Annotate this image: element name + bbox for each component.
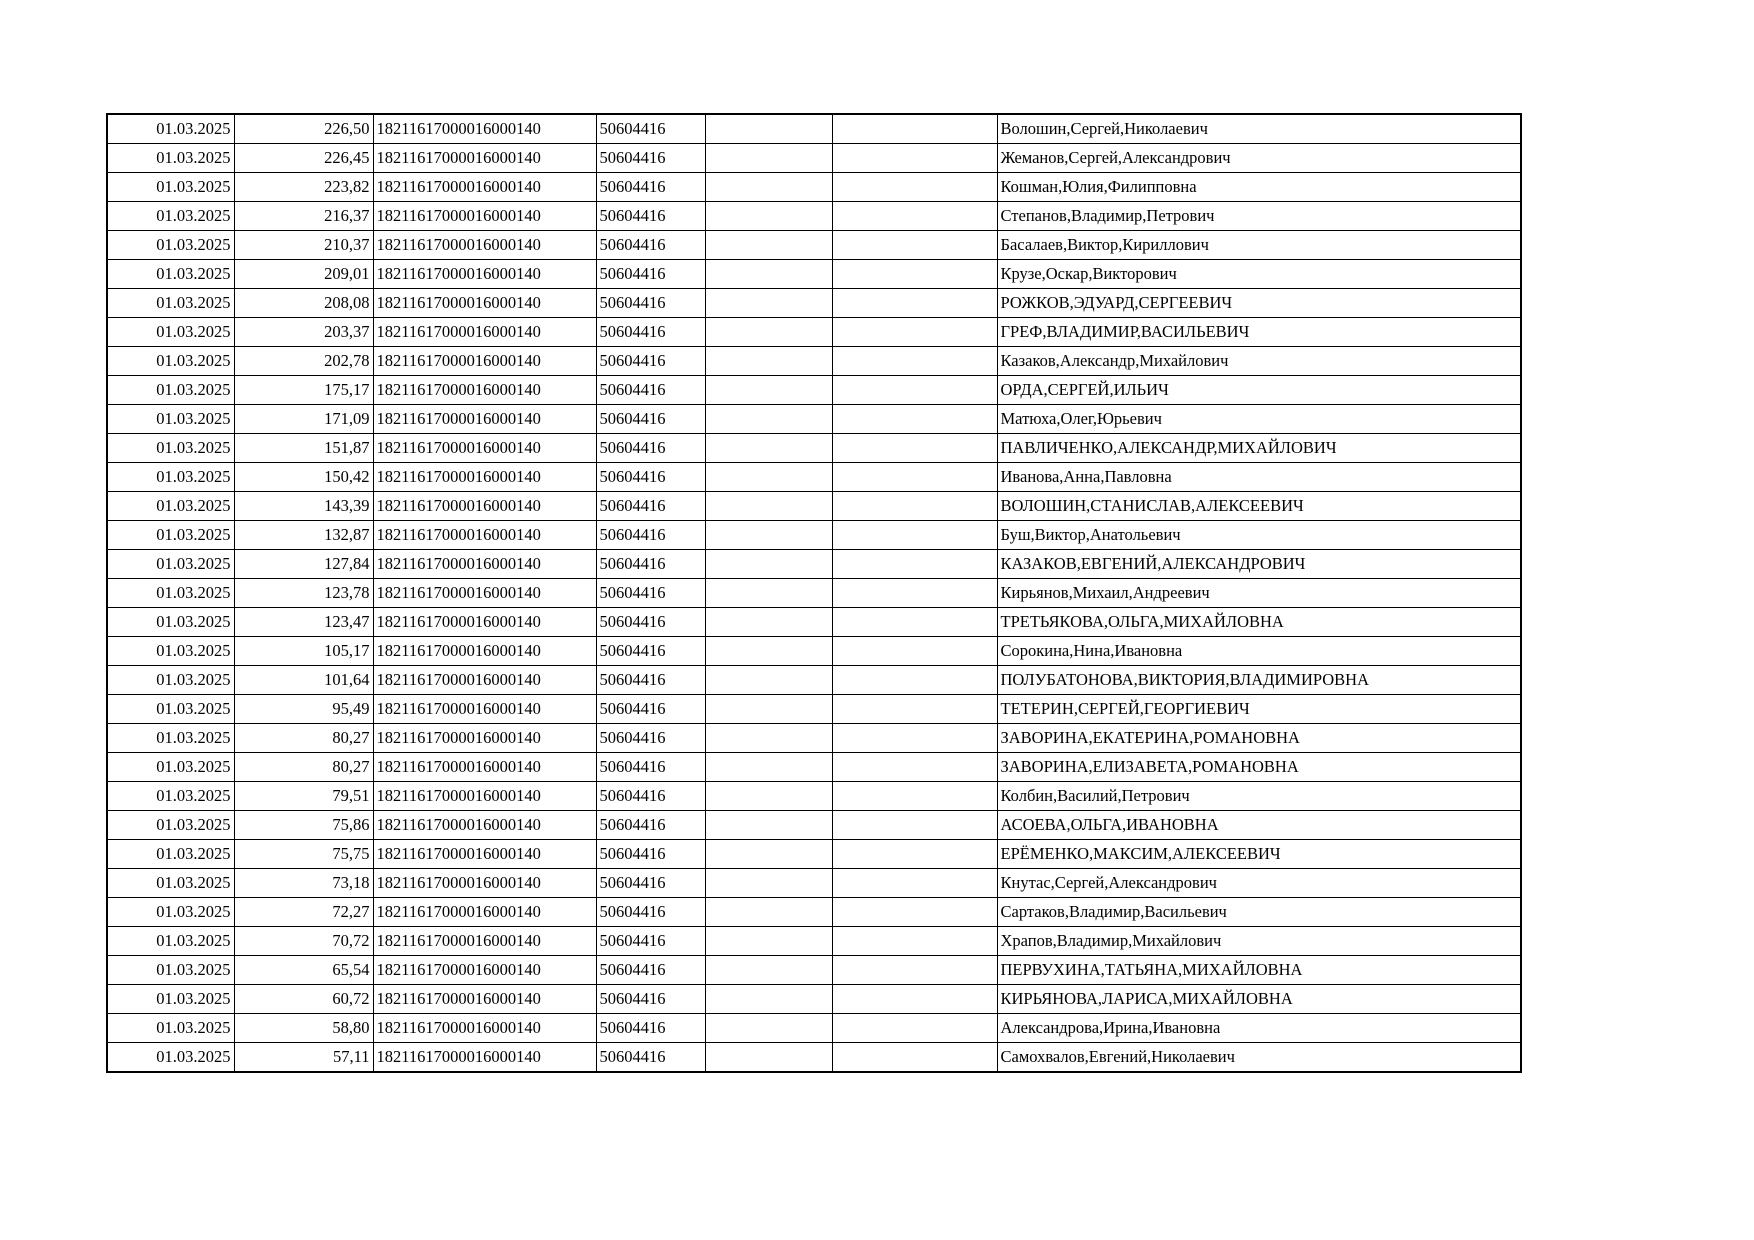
cell-payer-name: Колбин,Василий,Петрович	[997, 782, 1521, 811]
cell-oktmo: 50604416	[596, 898, 705, 927]
cell-date: 01.03.2025	[107, 666, 234, 695]
cell-payer-name: ПАВЛИЧЕНКО,АЛЕКСАНДР,МИХАЙЛОВИЧ	[997, 434, 1521, 463]
cell-kbk: 18211617000016000140	[373, 724, 596, 753]
cell-amount: 75,75	[234, 840, 373, 869]
table-row	[107, 753, 1521, 782]
cell-empty-6	[832, 550, 997, 579]
cell-empty-6	[832, 666, 997, 695]
cell-kbk: 18211617000016000140	[373, 579, 596, 608]
cell-date: 01.03.2025	[107, 550, 234, 579]
cell-date: 01.03.2025	[107, 724, 234, 753]
cell-payer-name: АСОЕВА,ОЛЬГА,ИВАНОВНА	[997, 811, 1521, 840]
table-row	[107, 550, 1521, 579]
cell-oktmo: 50604416	[596, 811, 705, 840]
cell-payer-name: КИРЬЯНОВА,ЛАРИСА,МИХАЙЛОВНА	[997, 985, 1521, 1014]
cell-empty-5	[705, 637, 832, 666]
cell-empty-5	[705, 579, 832, 608]
cell-empty-5	[705, 666, 832, 695]
cell-empty-5	[705, 1014, 832, 1043]
cell-payer-name: Сартаков,Владимир,Васильевич	[997, 898, 1521, 927]
cell-date: 01.03.2025	[107, 985, 234, 1014]
cell-empty-6	[832, 782, 997, 811]
cell-empty-5	[705, 956, 832, 985]
cell-empty-6	[832, 376, 997, 405]
cell-kbk: 18211617000016000140	[373, 811, 596, 840]
cell-amount: 203,37	[234, 318, 373, 347]
cell-empty-5	[705, 811, 832, 840]
table-row	[107, 144, 1521, 173]
cell-kbk: 18211617000016000140	[373, 114, 596, 144]
cell-date: 01.03.2025	[107, 608, 234, 637]
cell-amount: 70,72	[234, 927, 373, 956]
cell-empty-6	[832, 318, 997, 347]
cell-oktmo: 50604416	[596, 608, 705, 637]
cell-empty-6	[832, 1014, 997, 1043]
cell-amount: 223,82	[234, 173, 373, 202]
table-row	[107, 927, 1521, 956]
cell-payer-name: Храпов,Владимир,Михайлович	[997, 927, 1521, 956]
cell-empty-5	[705, 463, 832, 492]
cell-payer-name: Волошин,Сергей,Николаевич	[997, 114, 1521, 144]
cell-date: 01.03.2025	[107, 782, 234, 811]
table-row	[107, 695, 1521, 724]
cell-kbk: 18211617000016000140	[373, 376, 596, 405]
cell-amount: 175,17	[234, 376, 373, 405]
cell-empty-6	[832, 434, 997, 463]
table-row	[107, 898, 1521, 927]
cell-date: 01.03.2025	[107, 811, 234, 840]
cell-date: 01.03.2025	[107, 927, 234, 956]
table-row	[107, 347, 1521, 376]
cell-date: 01.03.2025	[107, 637, 234, 666]
cell-payer-name: Степанов,Владимир,Петрович	[997, 202, 1521, 231]
cell-payer-name: ГРЕФ,ВЛАДИМИР,ВАСИЛЬЕВИЧ	[997, 318, 1521, 347]
cell-empty-5	[705, 492, 832, 521]
cell-kbk: 18211617000016000140	[373, 521, 596, 550]
cell-empty-5	[705, 318, 832, 347]
cell-payer-name: Самохвалов,Евгений,Николаевич	[997, 1043, 1521, 1073]
cell-amount: 216,37	[234, 202, 373, 231]
cell-kbk: 18211617000016000140	[373, 1043, 596, 1073]
cell-oktmo: 50604416	[596, 869, 705, 898]
cell-payer-name: ТЕТЕРИН,СЕРГЕЙ,ГЕОРГИЕВИЧ	[997, 695, 1521, 724]
cell-kbk: 18211617000016000140	[373, 985, 596, 1014]
cell-empty-6	[832, 144, 997, 173]
cell-empty-5	[705, 840, 832, 869]
cell-empty-6	[832, 898, 997, 927]
cell-empty-5	[705, 202, 832, 231]
cell-empty-5	[705, 376, 832, 405]
cell-kbk: 18211617000016000140	[373, 753, 596, 782]
cell-payer-name: Кнутас,Сергей,Александрович	[997, 869, 1521, 898]
cell-kbk: 18211617000016000140	[373, 550, 596, 579]
cell-oktmo: 50604416	[596, 1043, 705, 1073]
cell-kbk: 18211617000016000140	[373, 318, 596, 347]
cell-payer-name: Жеманов,Сергей,Александрович	[997, 144, 1521, 173]
table-row	[107, 782, 1521, 811]
cell-date: 01.03.2025	[107, 173, 234, 202]
cell-payer-name: ПЕРВУХИНА,ТАТЬЯНА,МИХАЙЛОВНА	[997, 956, 1521, 985]
table-row	[107, 173, 1521, 202]
payments-table-body	[107, 114, 1521, 1072]
cell-empty-6	[832, 695, 997, 724]
cell-empty-5	[705, 898, 832, 927]
cell-amount: 171,09	[234, 405, 373, 434]
cell-empty-6	[832, 985, 997, 1014]
cell-kbk: 18211617000016000140	[373, 202, 596, 231]
cell-date: 01.03.2025	[107, 260, 234, 289]
cell-amount: 123,47	[234, 608, 373, 637]
cell-empty-6	[832, 492, 997, 521]
cell-empty-6	[832, 927, 997, 956]
cell-oktmo: 50604416	[596, 637, 705, 666]
cell-date: 01.03.2025	[107, 840, 234, 869]
cell-empty-6	[832, 202, 997, 231]
cell-oktmo: 50604416	[596, 231, 705, 260]
cell-date: 01.03.2025	[107, 376, 234, 405]
cell-oktmo: 50604416	[596, 492, 705, 521]
cell-amount: 210,37	[234, 231, 373, 260]
table-row	[107, 521, 1521, 550]
cell-date: 01.03.2025	[107, 956, 234, 985]
cell-empty-5	[705, 114, 832, 144]
cell-payer-name: Кошман,Юлия,Филипповна	[997, 173, 1521, 202]
cell-kbk: 18211617000016000140	[373, 898, 596, 927]
cell-kbk: 18211617000016000140	[373, 231, 596, 260]
cell-kbk: 18211617000016000140	[373, 695, 596, 724]
cell-amount: 151,87	[234, 434, 373, 463]
cell-empty-5	[705, 231, 832, 260]
cell-kbk: 18211617000016000140	[373, 637, 596, 666]
cell-date: 01.03.2025	[107, 405, 234, 434]
cell-kbk: 18211617000016000140	[373, 666, 596, 695]
cell-amount: 209,01	[234, 260, 373, 289]
table-row	[107, 231, 1521, 260]
cell-oktmo: 50604416	[596, 289, 705, 318]
table-row	[107, 492, 1521, 521]
cell-amount: 101,64	[234, 666, 373, 695]
cell-empty-6	[832, 289, 997, 318]
cell-oktmo: 50604416	[596, 463, 705, 492]
cell-empty-6	[832, 463, 997, 492]
cell-oktmo: 50604416	[596, 202, 705, 231]
cell-empty-6	[832, 608, 997, 637]
cell-amount: 95,49	[234, 695, 373, 724]
cell-amount: 75,86	[234, 811, 373, 840]
cell-oktmo: 50604416	[596, 173, 705, 202]
cell-date: 01.03.2025	[107, 695, 234, 724]
cell-date: 01.03.2025	[107, 521, 234, 550]
cell-empty-5	[705, 434, 832, 463]
cell-empty-6	[832, 840, 997, 869]
cell-kbk: 18211617000016000140	[373, 347, 596, 376]
cell-empty-5	[705, 173, 832, 202]
cell-empty-6	[832, 869, 997, 898]
cell-empty-5	[705, 927, 832, 956]
cell-date: 01.03.2025	[107, 144, 234, 173]
cell-payer-name: ПОЛУБАТОНОВА,ВИКТОРИЯ,ВЛАДИМИРОВНА	[997, 666, 1521, 695]
cell-date: 01.03.2025	[107, 492, 234, 521]
cell-date: 01.03.2025	[107, 579, 234, 608]
cell-kbk: 18211617000016000140	[373, 869, 596, 898]
cell-empty-6	[832, 637, 997, 666]
table-row	[107, 811, 1521, 840]
cell-payer-name: ЗАВОРИНА,ЕЛИЗАВЕТА,РОМАНОВНА	[997, 753, 1521, 782]
cell-amount: 105,17	[234, 637, 373, 666]
table-row	[107, 637, 1521, 666]
cell-amount: 80,27	[234, 753, 373, 782]
table-row	[107, 579, 1521, 608]
cell-oktmo: 50604416	[596, 434, 705, 463]
cell-amount: 143,39	[234, 492, 373, 521]
cell-kbk: 18211617000016000140	[373, 840, 596, 869]
cell-kbk: 18211617000016000140	[373, 492, 596, 521]
table-row	[107, 289, 1521, 318]
cell-empty-5	[705, 521, 832, 550]
cell-amount: 226,50	[234, 114, 373, 144]
cell-payer-name: ЕРЁМЕНКО,МАКСИМ,АЛЕКСЕЕВИЧ	[997, 840, 1521, 869]
cell-empty-6	[832, 114, 997, 144]
cell-date: 01.03.2025	[107, 434, 234, 463]
cell-amount: 202,78	[234, 347, 373, 376]
cell-date: 01.03.2025	[107, 202, 234, 231]
cell-kbk: 18211617000016000140	[373, 608, 596, 637]
cell-amount: 72,27	[234, 898, 373, 927]
cell-payer-name: Буш,Виктор,Анатольевич	[997, 521, 1521, 550]
cell-empty-5	[705, 985, 832, 1014]
cell-amount: 123,78	[234, 579, 373, 608]
cell-empty-5	[705, 144, 832, 173]
cell-empty-5	[705, 695, 832, 724]
cell-oktmo: 50604416	[596, 956, 705, 985]
cell-amount: 58,80	[234, 1014, 373, 1043]
cell-date: 01.03.2025	[107, 753, 234, 782]
cell-amount: 150,42	[234, 463, 373, 492]
cell-empty-5	[705, 1043, 832, 1073]
table-row	[107, 1014, 1521, 1043]
table-row	[107, 956, 1521, 985]
cell-payer-name: Иванова,Анна,Павловна	[997, 463, 1521, 492]
cell-oktmo: 50604416	[596, 550, 705, 579]
cell-amount: 79,51	[234, 782, 373, 811]
cell-kbk: 18211617000016000140	[373, 405, 596, 434]
table-row	[107, 202, 1521, 231]
cell-date: 01.03.2025	[107, 231, 234, 260]
cell-oktmo: 50604416	[596, 666, 705, 695]
cell-kbk: 18211617000016000140	[373, 260, 596, 289]
payments-table	[106, 113, 1522, 1073]
cell-empty-5	[705, 260, 832, 289]
cell-oktmo: 50604416	[596, 1014, 705, 1043]
cell-oktmo: 50604416	[596, 579, 705, 608]
table-row	[107, 318, 1521, 347]
cell-date: 01.03.2025	[107, 318, 234, 347]
cell-kbk: 18211617000016000140	[373, 144, 596, 173]
cell-date: 01.03.2025	[107, 347, 234, 376]
table-row	[107, 608, 1521, 637]
cell-amount: 73,18	[234, 869, 373, 898]
cell-payer-name: ВОЛОШИН,СТАНИСЛАВ,АЛЕКСЕЕВИЧ	[997, 492, 1521, 521]
cell-payer-name: ЗАВОРИНА,ЕКАТЕРИНА,РОМАНОВНА	[997, 724, 1521, 753]
table-row	[107, 463, 1521, 492]
cell-payer-name: ТРЕТЬЯКОВА,ОЛЬГА,МИХАЙЛОВНА	[997, 608, 1521, 637]
cell-kbk: 18211617000016000140	[373, 956, 596, 985]
cell-empty-6	[832, 260, 997, 289]
cell-empty-6	[832, 521, 997, 550]
cell-date: 01.03.2025	[107, 463, 234, 492]
cell-oktmo: 50604416	[596, 782, 705, 811]
cell-empty-5	[705, 405, 832, 434]
cell-empty-6	[832, 724, 997, 753]
cell-empty-6	[832, 956, 997, 985]
cell-empty-6	[832, 347, 997, 376]
cell-empty-5	[705, 869, 832, 898]
cell-oktmo: 50604416	[596, 318, 705, 347]
cell-empty-6	[832, 1043, 997, 1073]
cell-payer-name: ОРДА,СЕРГЕЙ,ИЛЬИЧ	[997, 376, 1521, 405]
cell-amount: 208,08	[234, 289, 373, 318]
cell-oktmo: 50604416	[596, 985, 705, 1014]
cell-oktmo: 50604416	[596, 376, 705, 405]
table-row	[107, 724, 1521, 753]
table-row	[107, 260, 1521, 289]
cell-empty-5	[705, 782, 832, 811]
cell-empty-6	[832, 811, 997, 840]
cell-oktmo: 50604416	[596, 144, 705, 173]
table-row	[107, 376, 1521, 405]
cell-amount: 226,45	[234, 144, 373, 173]
cell-empty-5	[705, 289, 832, 318]
cell-amount: 57,11	[234, 1043, 373, 1073]
table-row	[107, 840, 1521, 869]
cell-oktmo: 50604416	[596, 927, 705, 956]
table-row	[107, 869, 1521, 898]
cell-empty-5	[705, 608, 832, 637]
cell-empty-5	[705, 753, 832, 782]
cell-amount: 60,72	[234, 985, 373, 1014]
cell-oktmo: 50604416	[596, 114, 705, 144]
cell-date: 01.03.2025	[107, 898, 234, 927]
cell-oktmo: 50604416	[596, 347, 705, 376]
table-row	[107, 114, 1521, 144]
cell-payer-name: Басалаев,Виктор,Кириллович	[997, 231, 1521, 260]
cell-payer-name: Сорокина,Нина,Ивановна	[997, 637, 1521, 666]
cell-empty-5	[705, 347, 832, 376]
cell-oktmo: 50604416	[596, 521, 705, 550]
cell-payer-name: Крузе,Оскар,Викторович	[997, 260, 1521, 289]
cell-kbk: 18211617000016000140	[373, 927, 596, 956]
cell-empty-6	[832, 753, 997, 782]
cell-empty-5	[705, 550, 832, 579]
cell-empty-6	[832, 231, 997, 260]
cell-payer-name: Кирьянов,Михаил,Андреевич	[997, 579, 1521, 608]
cell-amount: 80,27	[234, 724, 373, 753]
cell-kbk: 18211617000016000140	[373, 289, 596, 318]
cell-kbk: 18211617000016000140	[373, 173, 596, 202]
cell-kbk: 18211617000016000140	[373, 782, 596, 811]
cell-oktmo: 50604416	[596, 260, 705, 289]
table-row	[107, 985, 1521, 1014]
cell-amount: 127,84	[234, 550, 373, 579]
cell-oktmo: 50604416	[596, 405, 705, 434]
cell-kbk: 18211617000016000140	[373, 463, 596, 492]
cell-date: 01.03.2025	[107, 1014, 234, 1043]
cell-payer-name: Александрова,Ирина,Ивановна	[997, 1014, 1521, 1043]
cell-oktmo: 50604416	[596, 753, 705, 782]
cell-oktmo: 50604416	[596, 724, 705, 753]
table-row	[107, 405, 1521, 434]
cell-date: 01.03.2025	[107, 869, 234, 898]
table-row	[107, 434, 1521, 463]
cell-payer-name: КАЗАКОВ,ЕВГЕНИЙ,АЛЕКСАНДРОВИЧ	[997, 550, 1521, 579]
table-row	[107, 1043, 1521, 1073]
cell-date: 01.03.2025	[107, 114, 234, 144]
cell-empty-6	[832, 405, 997, 434]
cell-oktmo: 50604416	[596, 695, 705, 724]
cell-oktmo: 50604416	[596, 840, 705, 869]
cell-empty-5	[705, 724, 832, 753]
cell-empty-6	[832, 579, 997, 608]
cell-kbk: 18211617000016000140	[373, 434, 596, 463]
table-row	[107, 666, 1521, 695]
cell-date: 01.03.2025	[107, 1043, 234, 1073]
cell-empty-6	[832, 173, 997, 202]
cell-amount: 65,54	[234, 956, 373, 985]
cell-payer-name: РОЖКОВ,ЭДУАРД,СЕРГЕЕВИЧ	[997, 289, 1521, 318]
cell-date: 01.03.2025	[107, 289, 234, 318]
cell-payer-name: Матюха,Олег,Юрьевич	[997, 405, 1521, 434]
cell-amount: 132,87	[234, 521, 373, 550]
cell-kbk: 18211617000016000140	[373, 1014, 596, 1043]
cell-payer-name: Казаков,Александр,Михайлович	[997, 347, 1521, 376]
